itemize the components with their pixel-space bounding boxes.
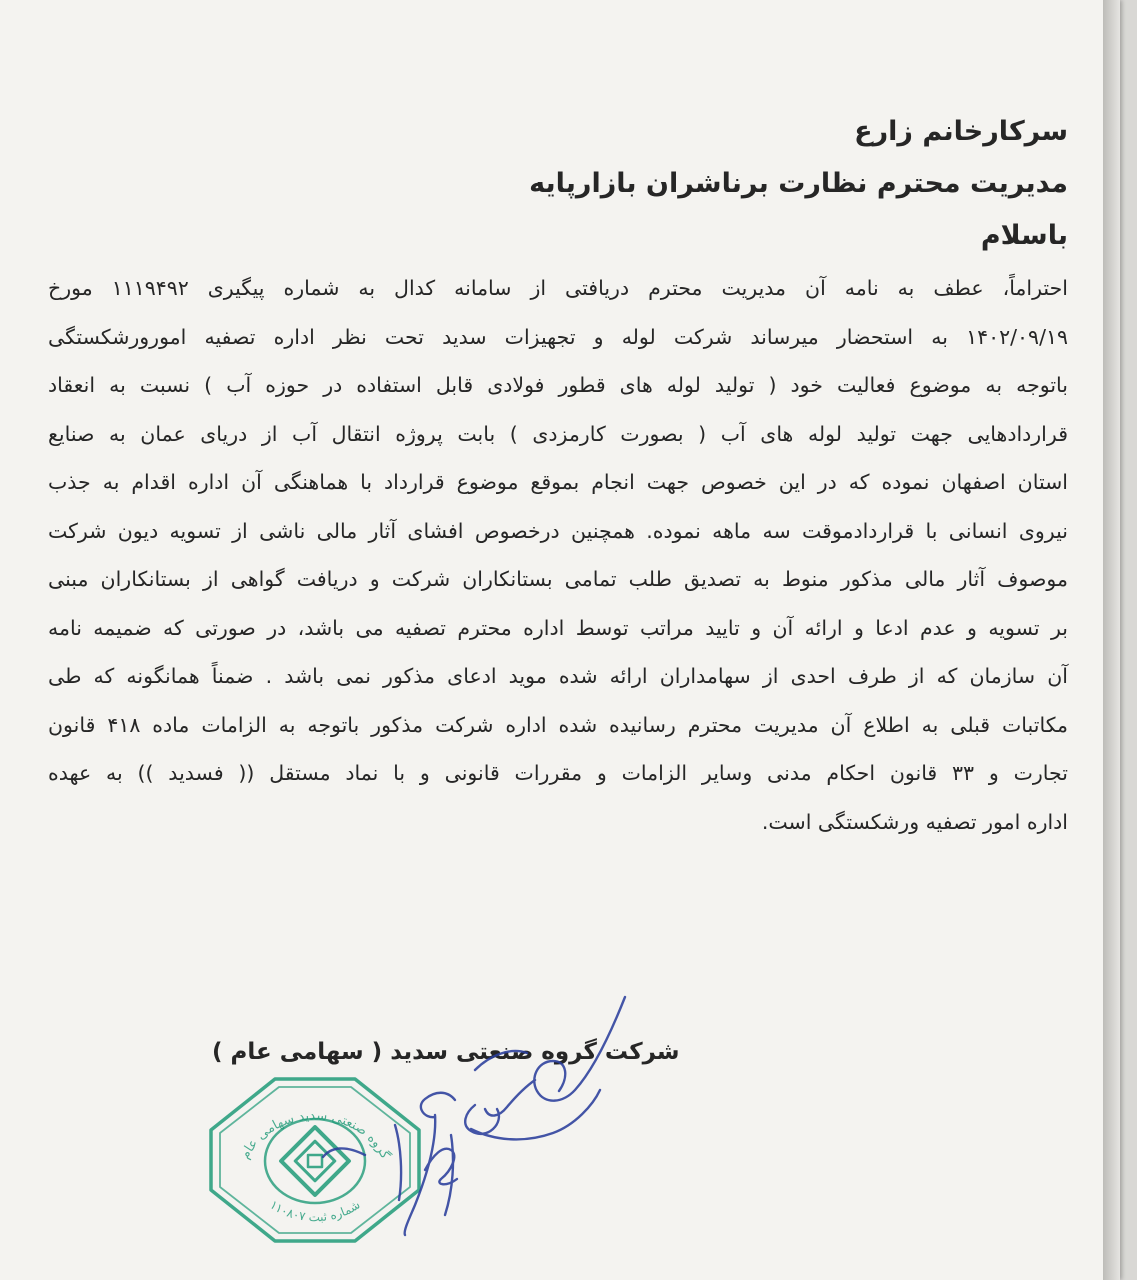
handwritten-signature bbox=[275, 995, 635, 1240]
page-edge-shadow bbox=[1103, 0, 1120, 1280]
company-signoff: شرکت گروه صنعتی سدید ( سهامی عام ) bbox=[212, 1039, 680, 1065]
body-line-3: باتوجه به موضوع فعالیت خود ( تولید لوله های قطور فولادی قابل استفاده در حوزه آب ) نسبت به انعقاد bbox=[48, 373, 1068, 397]
recipient-name: سرکارخانم زارع bbox=[854, 116, 1068, 147]
body-line-5: استان اصفهان نموده که در این خصوص جهت انجام بموقع موضوع قرارداد با هماهنگی آن اداره اقدام به جذب bbox=[48, 470, 1068, 494]
body-line-7: موصوف آثار مالی مذکور منوط به تصدیق طلب تمامی بستانکاران شرکت و دریافت گواهی از بستانکاران مبنی bbox=[48, 567, 1068, 591]
recipient-department: مدیریت محترم نظارت برناشران بازارپایه bbox=[529, 168, 1068, 199]
letter-body bbox=[48, 272, 1068, 854]
body-line-10: مکاتبات قبلی به اطلاع آن مدیریت محترم رسانیده شده اداره شرکت مذکور باتوجه به الزامات ماده ۴۱۸ قانون bbox=[48, 712, 1068, 737]
body-line-11: تجارت و ۳۳ قانون احکام مدنی وسایر الزامات و مقررات قانونی و با نماد مستقل (( فسدید )) به عهده bbox=[48, 761, 1068, 785]
body-line-9: آن سازمان که از طرف احدی از سهامداران ارائه شده موید ادعای مذکور نمی باشد . ضمناً همانگونه که طی bbox=[48, 664, 1068, 688]
body-line-2: ۱۴۰۲/۰۹/۱۹ به استحضار میرساند شرکت لوله و تجهیزات سدید تحت نظر اداره تصفیه امورورشکستگی bbox=[48, 324, 1068, 349]
body-line-8: بر تسویه و عدم ادعا و ارائه آن و تایید مراتب توسط اداره محترم تصفیه می باشد، در صورتی که ضمیمه نامه bbox=[48, 615, 1068, 640]
svg-text:گروه صنعتی سدید سهامی عام: گروه صنعتی سدید سهامی عام bbox=[237, 1108, 393, 1162]
greeting: باسلام bbox=[980, 220, 1068, 251]
body-line-1: احتراماً، عطف به نامه آن مدیریت محترم دریافتی از سامانه کدال به شماره پیگیری ۱۱۱۹۴۹۲ مورخ bbox=[48, 276, 1068, 300]
body-line-4: قراردادهایی جهت تولید لوله های آب ( بصورت کارمزدی ) بابت پروژه انتقال آب از دریای عمان به صنایع bbox=[48, 421, 1068, 446]
svg-text:شماره ثبت ۱۱۰۸۰۷: شماره ثبت ۱۱۰۸۰۷ bbox=[267, 1197, 363, 1225]
body-line-6: نیروی انسانی با قراردادموقت سه ماهه نموده. همچنین درخصوص افشای آثار مالی ناشی از تسویه دیون شرکت bbox=[48, 518, 1068, 543]
body-line-12: اداره امور تصفیه ورشکستگی است. bbox=[761, 809, 1068, 834]
